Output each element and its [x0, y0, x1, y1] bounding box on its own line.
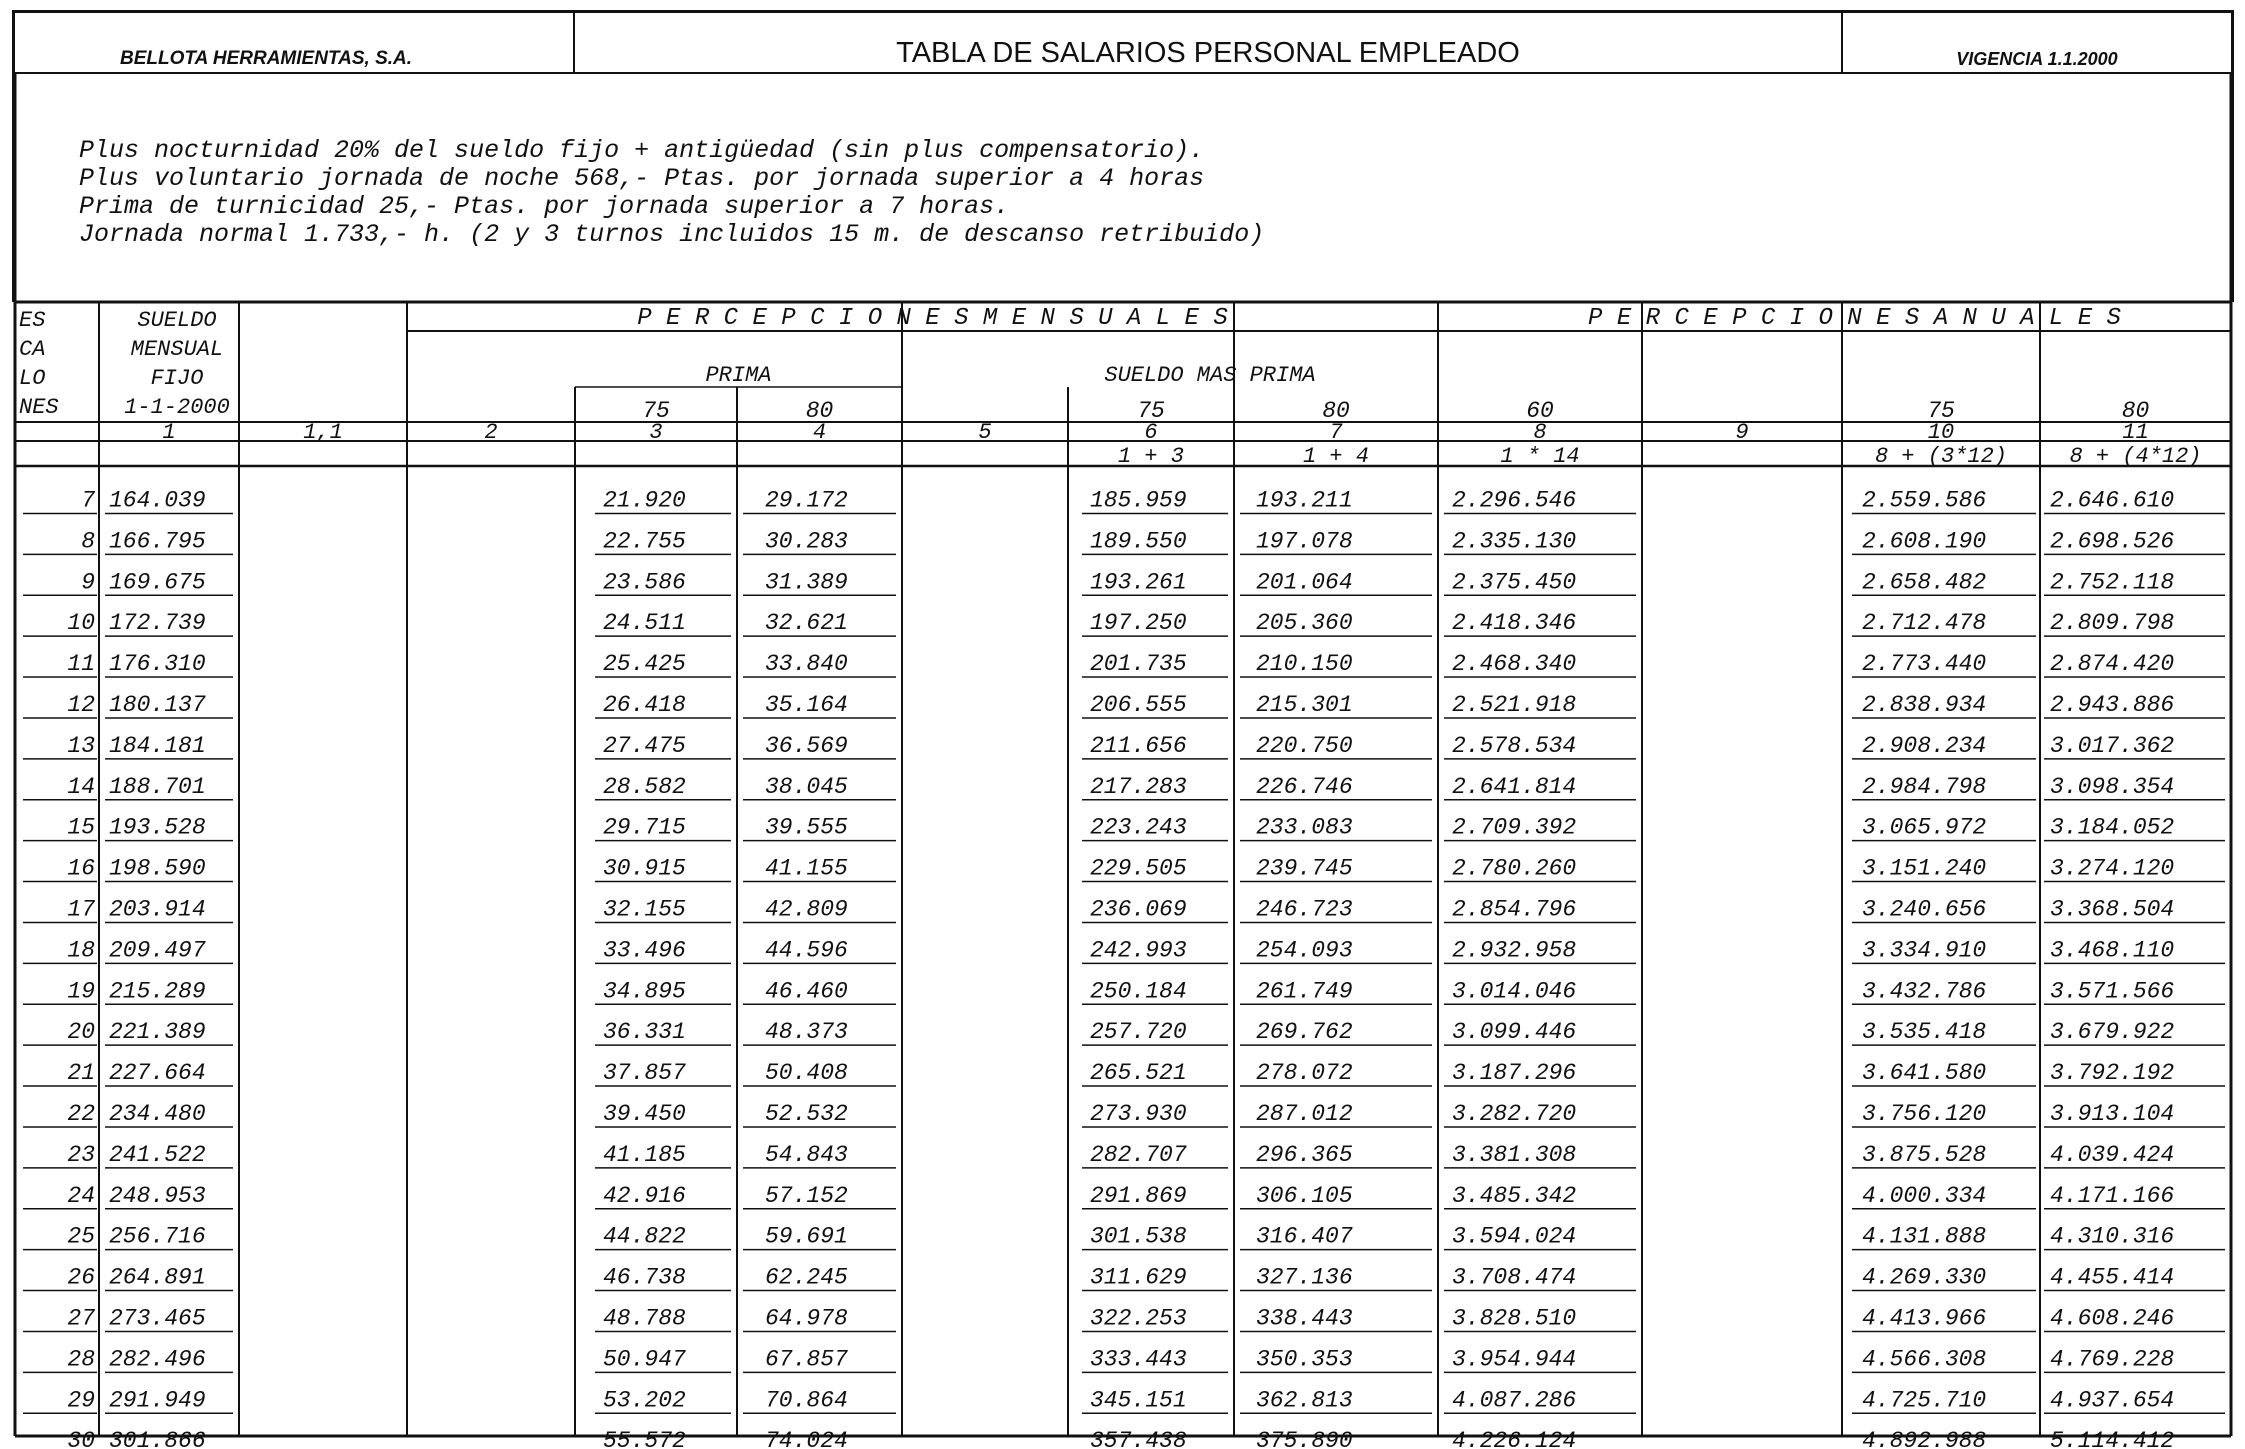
escalones-label: NES	[19, 395, 59, 420]
salary-value: 2.854.796	[1452, 896, 1577, 923]
salary-value: 32.155	[603, 896, 686, 923]
percentage-label: 75	[1137, 398, 1165, 424]
percentage-label: 75	[642, 398, 670, 424]
salary-value: 205.360	[1256, 610, 1353, 637]
column-number: 6	[1144, 420, 1158, 445]
column-number: 10	[1927, 420, 1955, 445]
salary-value: 33.496	[603, 937, 686, 964]
salary-value: 2.908.234	[1862, 732, 1987, 759]
salary-value: 296.365	[1256, 1141, 1353, 1168]
note-line: Plus voluntario jornada de noche 568,- Ptas. por jornada superior a 4 horas	[79, 164, 1205, 193]
salary-value: 3.594.024	[1452, 1223, 1577, 1250]
salary-value: 50.947	[603, 1346, 686, 1373]
escalon-value: 21	[67, 1060, 95, 1087]
salary-value: 316.407	[1256, 1223, 1353, 1250]
column-number: 3	[649, 420, 663, 445]
salary-value: 70.864	[765, 1387, 848, 1414]
salary-value: 4.455.414	[2050, 1264, 2175, 1291]
salary-value: 269.762	[1256, 1019, 1353, 1046]
percentage-label: 75	[1927, 398, 1955, 424]
escalon-value: 22	[67, 1100, 95, 1127]
salary-value: 210.150	[1256, 651, 1353, 678]
salary-value: 273.465	[109, 1305, 206, 1332]
sueldo-label: MENSUAL	[130, 337, 224, 362]
escalon-value: 9	[81, 569, 95, 596]
subheader-prima: PRIMA	[705, 363, 772, 388]
escalon-value: 11	[67, 651, 95, 678]
salary-value: 223.243	[1090, 814, 1187, 841]
salary-value: 357.438	[1090, 1428, 1187, 1449]
salary-value: 217.283	[1090, 773, 1187, 800]
salary-value: 233.083	[1256, 814, 1353, 841]
salary-value: 282.707	[1090, 1141, 1187, 1168]
salary-value: 193.261	[1090, 569, 1187, 596]
salary-value: 2.418.346	[1452, 610, 1577, 637]
salary-value: 211.656	[1090, 732, 1187, 759]
salary-value: 345.151	[1090, 1387, 1187, 1414]
salary-value: 4.131.888	[1862, 1223, 1987, 1250]
column-number: 1	[162, 420, 176, 445]
note-line: Prima de turnicidad 25,- Ptas. por jornada superior a 7 horas.	[79, 192, 1010, 221]
escalon-value: 17	[67, 896, 95, 923]
salary-value: 215.289	[109, 978, 206, 1005]
escalon-value: 23	[67, 1141, 95, 1168]
salary-value: 180.137	[109, 691, 206, 718]
salary-value: 291.869	[1090, 1182, 1187, 1209]
salary-value: 2.709.392	[1452, 814, 1577, 841]
salary-value: 256.716	[109, 1223, 206, 1250]
salary-value: 241.522	[109, 1141, 206, 1168]
salary-value: 57.152	[765, 1182, 848, 1209]
escalon-value: 8	[81, 528, 95, 555]
salary-value: 24.511	[603, 610, 686, 637]
salary-table-sheet	[12, 10, 2234, 1449]
salary-value: 2.809.798	[2050, 610, 2175, 637]
salary-value: 3.485.342	[1452, 1182, 1577, 1209]
salary-value: 239.745	[1256, 855, 1353, 882]
escalon-value: 26	[67, 1264, 95, 1291]
salary-value: 3.282.720	[1452, 1100, 1577, 1127]
escalon-value: 19	[67, 978, 95, 1005]
salary-value: 59.691	[765, 1223, 848, 1250]
salary-value: 4.725.710	[1862, 1387, 1987, 1414]
formula-label: 1 * 14	[1500, 444, 1580, 469]
salary-value: 3.098.354	[2050, 773, 2175, 800]
escalon-value: 16	[67, 855, 95, 882]
salary-value: 220.750	[1256, 732, 1353, 759]
salary-value: 3.875.528	[1862, 1141, 1987, 1168]
salary-value: 193.528	[109, 814, 206, 841]
salary-value: 52.532	[765, 1100, 848, 1127]
escalones-label: CA	[19, 337, 46, 362]
salary-value: 4.769.228	[2050, 1346, 2175, 1373]
salary-value: 48.788	[603, 1305, 686, 1332]
salary-value: 301.866	[109, 1428, 206, 1449]
group-header-anuales: P E R C E P C I O N E S A N U A L E S	[1588, 305, 2121, 332]
salary-value: 27.475	[603, 732, 686, 759]
salary-value: 234.480	[109, 1100, 206, 1127]
salary-value: 3.571.566	[2050, 978, 2175, 1005]
salary-value: 375.890	[1256, 1428, 1353, 1449]
salary-value: 2.559.586	[1862, 487, 1987, 514]
salary-value: 254.093	[1256, 937, 1353, 964]
salary-value: 250.184	[1090, 978, 1187, 1005]
column-number: 9	[1735, 420, 1749, 445]
salary-value: 185.959	[1090, 487, 1187, 514]
salary-value: 2.646.610	[2050, 487, 2175, 514]
salary-value: 2.932.958	[1452, 937, 1577, 964]
salary-value: 29.715	[603, 814, 686, 841]
salary-value: 306.105	[1256, 1182, 1353, 1209]
escalon-value: 10	[67, 610, 95, 637]
formula-label: 8 + (4*12)	[2069, 444, 2202, 469]
salary-value: 26.418	[603, 691, 686, 718]
escalones-label: LO	[19, 366, 46, 391]
salary-value: 282.496	[109, 1346, 206, 1373]
salary-value: 333.443	[1090, 1346, 1187, 1373]
escalon-value: 15	[67, 814, 95, 841]
salary-value: 3.065.972	[1862, 814, 1987, 841]
salary-value: 201.735	[1090, 651, 1187, 678]
salary-value: 265.521	[1090, 1060, 1187, 1087]
salary-value: 44.596	[765, 937, 848, 964]
salary-value: 257.720	[1090, 1019, 1187, 1046]
escalon-value: 12	[67, 691, 95, 718]
salary-value: 64.978	[765, 1305, 848, 1332]
column-number: 11	[2122, 420, 2149, 445]
salary-value: 197.078	[1256, 528, 1353, 555]
note-line: Jornada normal 1.733,- h. (2 y 3 turnos incluidos 15 m. de descanso retribuido)	[79, 220, 1265, 249]
validity-date: VIGENCIA 1.1.2000	[1956, 49, 2118, 69]
escalon-value: 29	[67, 1387, 95, 1414]
salary-value: 2.468.340	[1452, 651, 1577, 678]
salary-value: 327.136	[1256, 1264, 1353, 1291]
salary-value: 42.916	[603, 1182, 686, 1209]
salary-value: 25.425	[603, 651, 686, 678]
salary-value: 33.840	[765, 651, 848, 678]
salary-value: 32.621	[765, 610, 848, 637]
salary-value: 2.296.546	[1452, 487, 1577, 514]
salary-value: 291.949	[109, 1387, 206, 1414]
salary-value: 197.250	[1090, 610, 1187, 637]
salary-value: 3.828.510	[1452, 1305, 1577, 1332]
escalon-value: 25	[67, 1223, 95, 1250]
salary-value: 2.698.526	[2050, 528, 2175, 555]
percentage-label: 80	[2121, 398, 2150, 424]
salary-value: 3.184.052	[2050, 814, 2175, 841]
salary-value: 53.202	[603, 1387, 686, 1414]
salary-value: 3.151.240	[1862, 855, 1987, 882]
document-title: TABLA DE SALARIOS PERSONAL EMPLEADO	[575, 13, 1843, 74]
salary-value: 3.432.786	[1862, 978, 1987, 1005]
salary-value: 2.773.440	[1862, 651, 1987, 678]
sueldo-label: FIJO	[150, 366, 204, 391]
salary-value: 264.891	[109, 1264, 206, 1291]
salary-value: 54.843	[765, 1141, 848, 1168]
salary-value: 3.014.046	[1452, 978, 1577, 1005]
salary-value: 42.809	[765, 896, 848, 923]
salary-value: 226.746	[1256, 773, 1353, 800]
salary-value: 28.582	[603, 773, 686, 800]
salary-value: 3.468.110	[2050, 937, 2175, 964]
formula-label: 8 + (3*12)	[1874, 444, 2008, 469]
escalon-value: 27	[67, 1305, 95, 1332]
salary-value: 3.954.944	[1452, 1346, 1577, 1373]
formula-label: 1 + 3	[1117, 444, 1185, 469]
column-number: 4	[812, 420, 827, 445]
salary-value: 4.000.334	[1862, 1182, 1987, 1209]
salary-value: 350.353	[1256, 1346, 1353, 1373]
percentage-label: 80	[1322, 398, 1350, 424]
salary-value: 3.187.296	[1452, 1060, 1577, 1087]
salary-value: 2.984.798	[1862, 773, 1987, 800]
escalon-value: 13	[67, 732, 95, 759]
salary-value: 21.920	[603, 487, 686, 514]
salary-value: 172.739	[109, 610, 206, 637]
salary-value: 39.450	[603, 1100, 686, 1127]
salary-value: 188.701	[109, 773, 206, 800]
salary-value: 30.283	[765, 528, 848, 555]
salary-value: 4.937.654	[2050, 1387, 2175, 1414]
escalon-value: 30	[67, 1428, 95, 1449]
sueldo-label: 1-1-2000	[124, 395, 230, 420]
salary-value: 4.039.424	[2050, 1141, 2175, 1168]
salary-value: 4.310.316	[2050, 1223, 2175, 1250]
salary-value: 2.712.478	[1862, 610, 1987, 637]
salary-value: 2.658.482	[1862, 569, 1987, 596]
salary-value: 311.629	[1090, 1264, 1187, 1291]
salary-grid	[12, 10, 2234, 1449]
salary-value: 44.822	[603, 1223, 686, 1250]
salary-value: 22.755	[603, 528, 686, 555]
salary-value: 176.310	[109, 651, 206, 678]
salary-value: 246.723	[1256, 896, 1353, 923]
company-name: BELLOTA HERRAMIENTAS, S.A.	[15, 13, 575, 74]
column-number: 8	[1533, 420, 1547, 445]
percentage-label: 80	[805, 398, 834, 424]
salary-value: 34.895	[603, 978, 686, 1005]
salary-value: 67.857	[765, 1346, 848, 1373]
salary-value: 206.555	[1090, 691, 1187, 718]
salary-value: 184.181	[109, 732, 206, 759]
salary-value: 30.915	[603, 855, 686, 882]
escalon-value: 20	[67, 1019, 95, 1046]
salary-value: 2.874.420	[2050, 651, 2175, 678]
salary-value: 3.381.308	[1452, 1141, 1577, 1168]
group-header-mensuales: P E R C E P C I O N E S M E N S U A L E S	[637, 305, 1228, 332]
escalon-value: 28	[67, 1346, 95, 1373]
salary-value: 229.505	[1090, 855, 1187, 882]
escalon-value: 7	[81, 487, 95, 514]
salary-value: 4.087.286	[1452, 1387, 1577, 1414]
salary-value: 4.226.124	[1452, 1428, 1577, 1449]
column-number: 5	[978, 420, 992, 445]
subheader-sueldo-mas-prima: SUELDO MAS PRIMA	[1104, 363, 1316, 388]
salary-value: 31.389	[765, 569, 848, 596]
salary-value: 35.164	[765, 691, 848, 718]
salary-value: 215.301	[1256, 691, 1353, 718]
salary-value: 322.253	[1090, 1305, 1187, 1332]
salary-value: 2.578.534	[1452, 732, 1577, 759]
salary-value: 2.521.918	[1452, 691, 1577, 718]
salary-value: 46.460	[765, 978, 848, 1005]
salary-value: 5.114.412	[2050, 1428, 2175, 1449]
salary-value: 3.274.120	[2050, 855, 2175, 882]
salary-value: 242.993	[1090, 937, 1187, 964]
salary-value: 4.269.330	[1862, 1264, 1987, 1291]
salary-value: 37.857	[603, 1060, 686, 1087]
formula-label: 1 + 4	[1302, 444, 1370, 469]
salary-value: 2.943.886	[2050, 691, 2175, 718]
salary-value: 3.099.446	[1452, 1019, 1577, 1046]
salary-value: 41.155	[765, 855, 848, 882]
salary-value: 36.331	[603, 1019, 686, 1046]
salary-value: 3.368.504	[2050, 896, 2175, 923]
column-number: 1,1	[303, 420, 343, 445]
note-line: Plus nocturnidad 20% del sueldo fijo + antigüedad (sin plus compensatorio).	[79, 136, 1205, 165]
salary-value: 3.792.192	[2050, 1060, 2175, 1087]
salary-value: 227.664	[109, 1060, 206, 1087]
salary-value: 29.172	[765, 487, 848, 514]
sueldo-label: SUELDO	[137, 308, 217, 333]
salary-value: 3.913.104	[2050, 1100, 2175, 1127]
salary-value: 2.752.118	[2050, 569, 2175, 596]
salary-value: 2.608.190	[1862, 528, 1987, 555]
salary-value: 221.389	[109, 1019, 206, 1046]
salary-value: 3.641.580	[1862, 1060, 1987, 1087]
salary-value: 3.017.362	[2050, 732, 2175, 759]
salary-value: 166.795	[109, 528, 206, 555]
column-number: 2	[484, 420, 498, 445]
column-number: 7	[1329, 420, 1343, 445]
salary-value: 164.039	[109, 487, 206, 514]
salary-value: 23.586	[603, 569, 686, 596]
salary-value: 301.538	[1090, 1223, 1187, 1250]
salary-value: 201.064	[1256, 569, 1353, 596]
salary-value: 3.334.910	[1862, 937, 1987, 964]
salary-value: 46.738	[603, 1264, 686, 1291]
salary-value: 193.211	[1256, 487, 1353, 514]
salary-value: 3.756.120	[1862, 1100, 1987, 1127]
salary-value: 203.914	[109, 896, 206, 923]
escalon-value: 24	[67, 1182, 95, 1209]
salary-value: 4.171.166	[2050, 1182, 2175, 1209]
salary-value: 278.072	[1256, 1060, 1353, 1087]
escalon-value: 14	[67, 773, 95, 800]
salary-value: 2.641.814	[1452, 773, 1577, 800]
salary-value: 198.590	[109, 855, 206, 882]
salary-value: 36.569	[765, 732, 848, 759]
salary-value: 4.413.966	[1862, 1305, 1987, 1332]
salary-value: 74.024	[765, 1428, 848, 1449]
salary-value: 273.930	[1090, 1100, 1187, 1127]
salary-value: 62.245	[765, 1264, 848, 1291]
salary-value: 39.555	[765, 814, 848, 841]
salary-value: 209.497	[109, 937, 206, 964]
salary-value: 2.375.450	[1452, 569, 1577, 596]
salary-value: 287.012	[1256, 1100, 1353, 1127]
salary-value: 2.838.934	[1862, 691, 1987, 718]
salary-value: 3.240.656	[1862, 896, 1987, 923]
salary-value: 2.335.130	[1452, 528, 1577, 555]
percentage-label: 60	[1526, 398, 1554, 424]
salary-value: 55.572	[603, 1428, 686, 1449]
salary-value: 169.675	[109, 569, 206, 596]
salary-value: 3.679.922	[2050, 1019, 2175, 1046]
escalones-label: ES	[19, 308, 46, 333]
salary-value: 338.443	[1256, 1305, 1353, 1332]
salary-value: 38.045	[765, 773, 848, 800]
salary-value: 4.608.246	[2050, 1305, 2175, 1332]
salary-value: 4.566.308	[1862, 1346, 1987, 1373]
salary-value: 3.708.474	[1452, 1264, 1577, 1291]
salary-value: 48.373	[765, 1019, 848, 1046]
salary-value: 3.535.418	[1862, 1019, 1987, 1046]
salary-value: 189.550	[1090, 528, 1187, 555]
salary-value: 41.185	[603, 1141, 686, 1168]
salary-value: 261.749	[1256, 978, 1353, 1005]
salary-value: 248.953	[109, 1182, 206, 1209]
salary-value: 236.069	[1090, 896, 1187, 923]
salary-value: 4.892.988	[1862, 1428, 1987, 1449]
salary-value: 50.408	[765, 1060, 848, 1087]
salary-value: 2.780.260	[1452, 855, 1577, 882]
salary-value: 362.813	[1256, 1387, 1353, 1414]
escalon-value: 18	[67, 937, 95, 964]
